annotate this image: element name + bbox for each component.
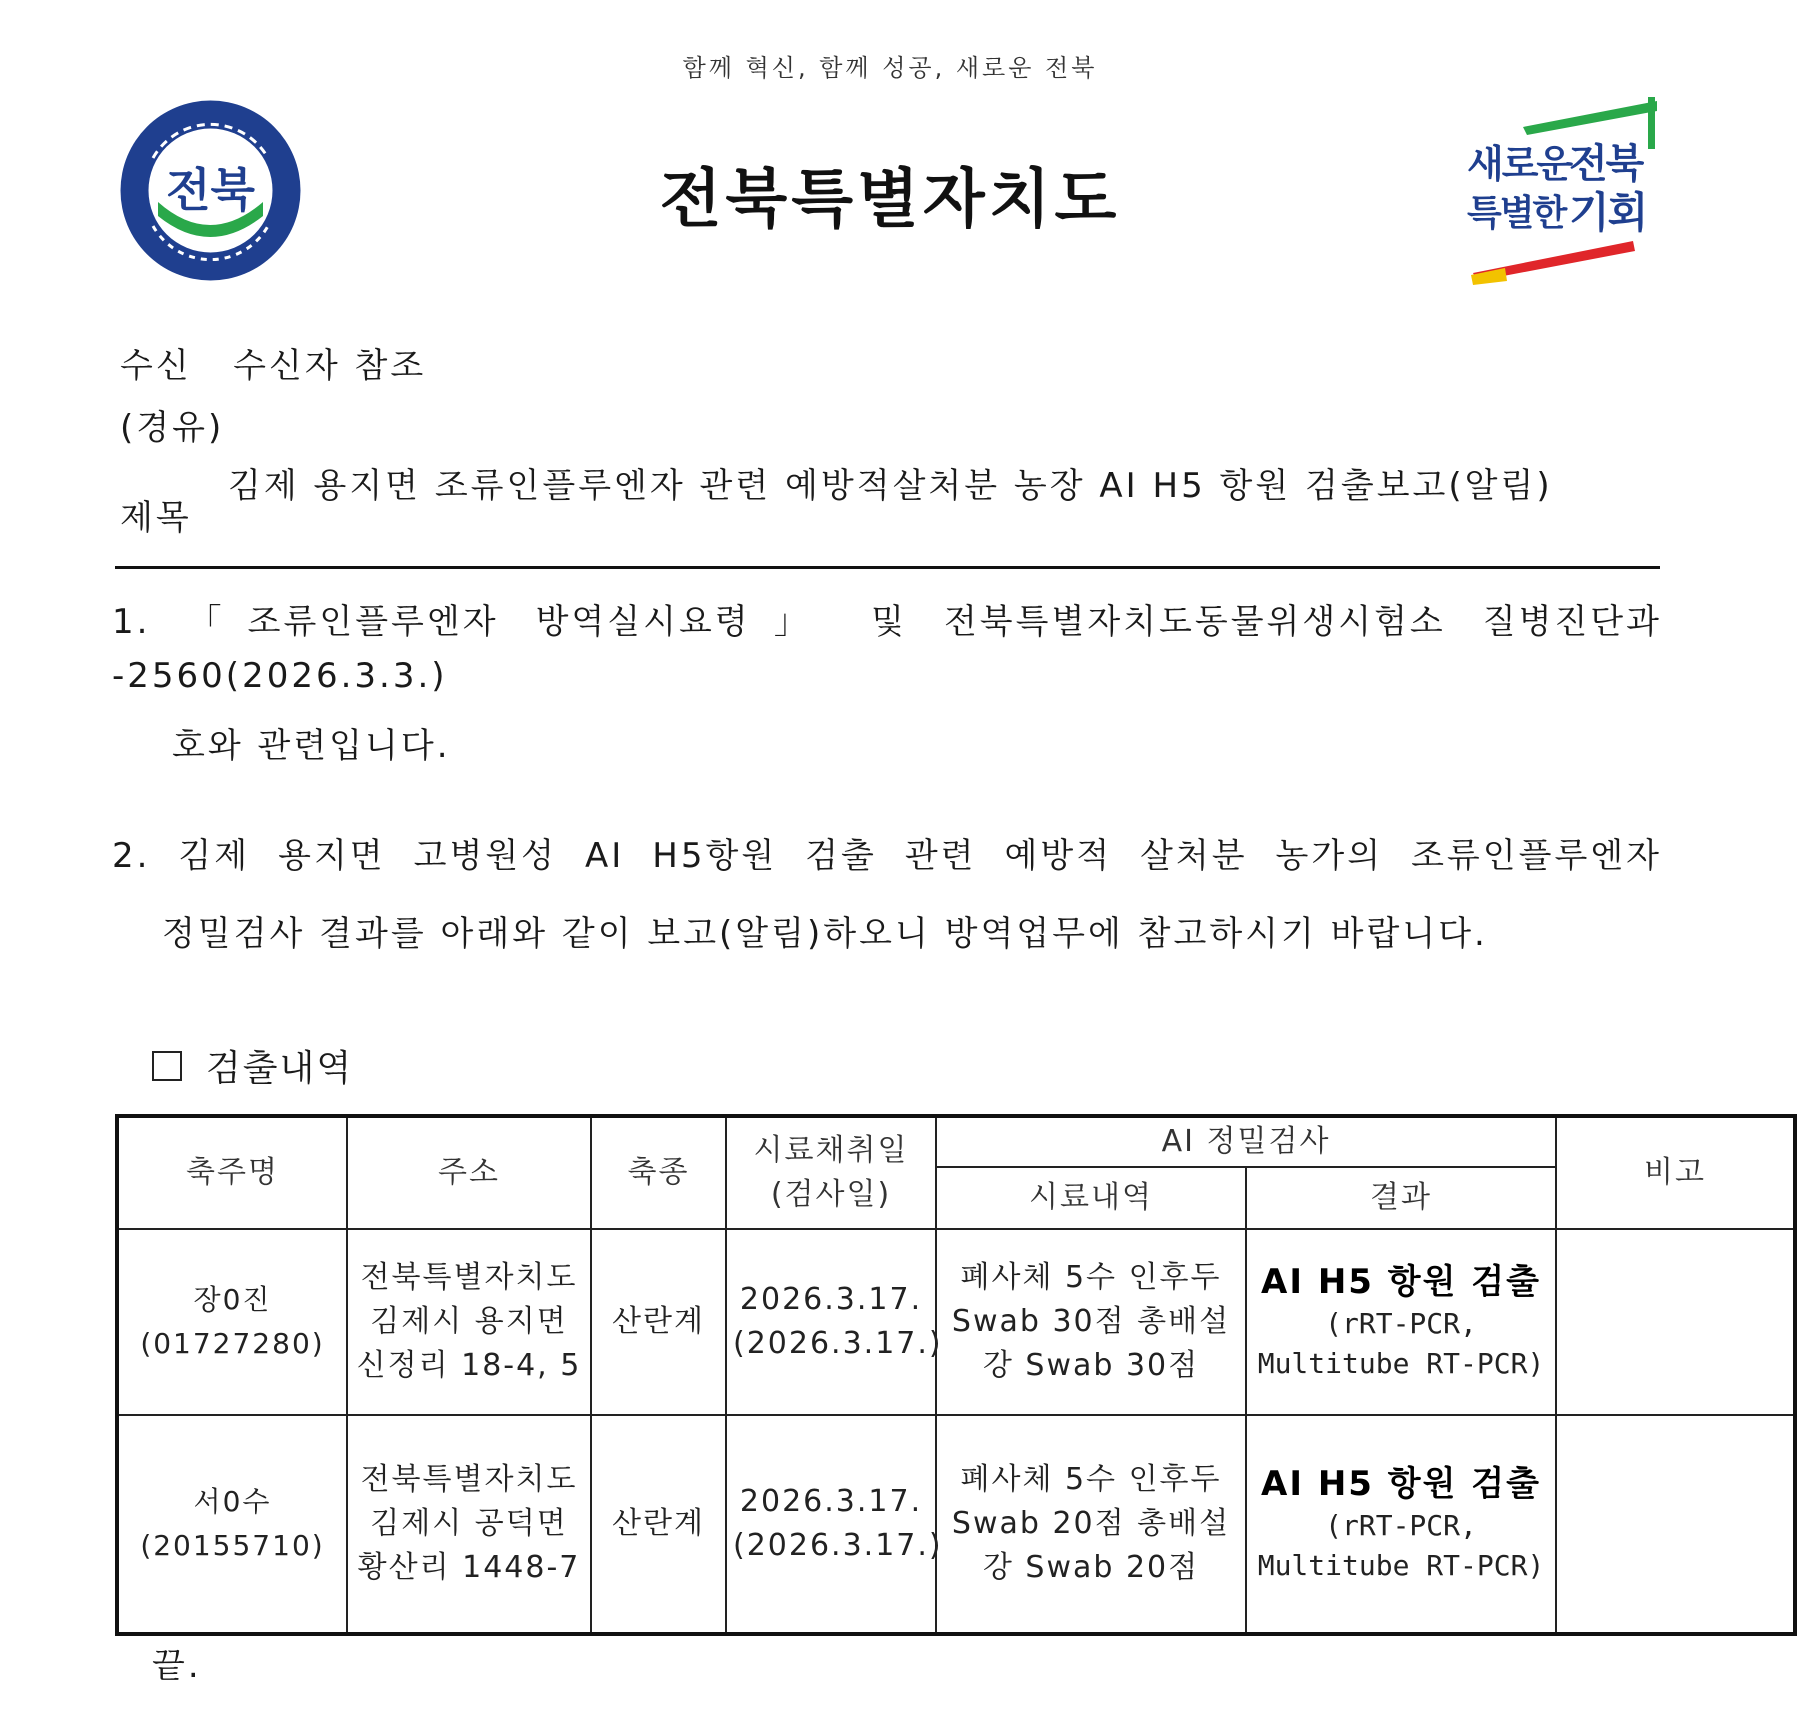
cell-date: 2026.3.17. (2026.3.17.) [726,1415,936,1634]
header-sample: 시료내역 [936,1167,1246,1229]
svg-text:전북: 전북 [1569,141,1643,187]
header-divider [115,566,1660,569]
svg-text:전북: 전북 [166,163,255,217]
cell-species: 산란계 [591,1415,726,1634]
cell-owner: 장0진 (01727280) [117,1229,347,1415]
organization-title: 전북특별자치도 [659,163,1121,237]
subject-text: 김제 용지면 조류인플루엔자 관련 예방적살처분 농장 AI H5 항원 검출보고(알림) [228,466,1553,506]
paragraph-1-line-2: -2560(2026.3.3.) [112,656,448,696]
new-jeonbuk-slogan-logo [1465,95,1665,285]
section-title: 검출내역 [206,1048,354,1089]
result-main: AI H5 항원 검출 [1261,1464,1541,1504]
recipient-line [120,338,426,387]
svg-text:특별한: 특별한 [1467,193,1566,234]
table-row [117,1415,1795,1634]
end-mark: 끝. [152,1646,202,1686]
cell-address: 전북특별자치도 김제시 용지면 신정리 18-4, 5 [347,1229,591,1415]
result-method: (rRT-PCR, Multitube RT-PCR) [1257,1509,1545,1582]
cell-note [1556,1229,1795,1415]
cell-owner: 서0수 (20155710) [117,1415,347,1634]
cell-sample: 폐사체 5수 인후두 Swab 30점 총배설강 Swab 30점 [936,1229,1246,1415]
cell-sample: 폐사체 5수 인후두 Swab 20점 총배설강 Swab 20점 [936,1415,1246,1634]
result-main: AI H5 항원 검출 [1261,1262,1541,1302]
header-result: 결과 [1246,1167,1556,1229]
cell-result [1246,1229,1556,1415]
table-row [117,1229,1795,1415]
svg-text:새로운: 새로운 [1467,142,1572,186]
table-header-row [117,1116,1795,1167]
header-address: 주소 [347,1116,591,1229]
cell-address: 전북특별자치도 김제시 공덕면 황산리 1448-7 [347,1415,591,1634]
via-line: (경유) [120,408,225,448]
cell-note [1556,1415,1795,1634]
cell-species: 산란계 [591,1229,726,1415]
header-note: 비고 [1556,1116,1795,1229]
checkbox-icon [152,1051,182,1081]
header-ai-test: AI 정밀검사 [936,1116,1556,1167]
recipient-value: 수신자 참조 [233,346,427,386]
paragraph-1-line-1: 1. 「조류인플루엔자 방역실시요령」 및 전북특별자치도동물위생시험소 질병진단과 [112,602,1662,642]
header-owner: 축주명 [117,1116,347,1229]
header-sampling-date: 시료채취일 (검사일) [726,1116,936,1229]
detection-results-table [115,1114,1797,1636]
paragraph-2-line-1: 2. 김제 용지면 고병원성 AI H5항원 검출 관련 예방적 살처분 농가의 조류인플루엔자 [112,836,1662,876]
paragraph-2-line-2: 정밀검사 결과를 아래와 같이 보고(알림)하오니 방역업무에 참고하시기 바랍니다. [162,914,1488,954]
cell-result [1246,1415,1556,1634]
header-slogan: 함께 혁신, 함께 성공, 새로운 전북 [682,54,1098,82]
section-heading [152,1040,353,1091]
subject-label: 제목 [120,498,192,538]
result-method: (rRT-PCR, Multitube RT-PCR) [1257,1307,1545,1380]
svg-text:기회: 기회 [1569,188,1647,237]
header-species: 축종 [591,1116,726,1229]
paragraph-1-line-3: 호와 관련입니다. [172,726,451,766]
cell-date: 2026.3.17. (2026.3.17.) [726,1229,936,1415]
recipient-label: 수신 [120,346,192,386]
